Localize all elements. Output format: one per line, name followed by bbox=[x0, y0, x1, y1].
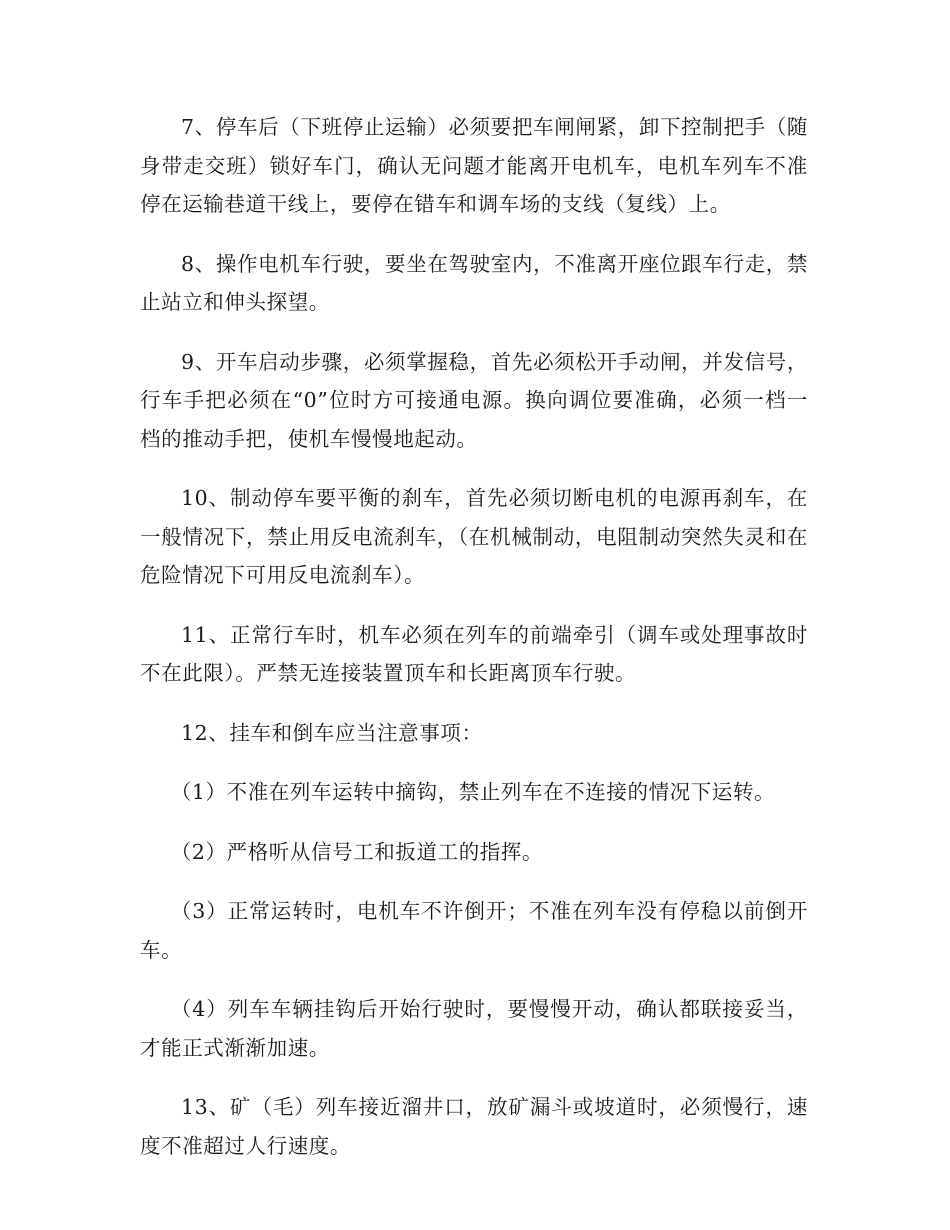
sub-item-2: （2）严格听从信号工和扳道工的指挥。 bbox=[170, 839, 544, 864]
paragraph-item-9: 9、开车启动步骤，必须掌握稳，首先必须松开手动闸，并发信号，行车手把必须在“0”位时方可接通电源。换向调位要准确，必须一档一档的推动手把，使机车慢慢地起动。 bbox=[140, 349, 808, 451]
sub-item-1: （1）不准在列车运转中摘钩，禁止列车在不连接的情况下运转。 bbox=[170, 780, 776, 804]
paragraph-item-8: 8、操作电机车行驶，要坐在驾驶室内，不准离开座位跟车行走，禁止站立和伸头探望。 bbox=[140, 251, 808, 314]
paragraph-item-10: 10、制动停车要平衡的刹车，首先必须切断电机的电源再刹车，在一般情况下，禁止用反电流刹车，（在机械制动，电阻制动突然失灵和在危险情况下可用反电流刹车）。 bbox=[140, 486, 808, 587]
document-body bbox=[140, 108, 808, 1186]
paragraph-item-7: 7、停车后（下班停止运输）必须要把车闸闸紧，卸下控制把手（随身带走交班）锁好车门，确认无问题才能离开电机车，电机车列车不准停在运输巷道干线上，要停在错车和调车场的支线（复线）上。 bbox=[140, 115, 808, 216]
paragraph-item-11: 11、正常行车时，机车必须在列车的前端牵引（调车或处理事故时不在此限）。严禁无连接装置顶车和长距离顶车行驶。 bbox=[140, 622, 808, 685]
sub-item-4: （4）列车车辆挂钩后开始行驶时，要慢慢开动，确认都联接妥当，才能正式渐渐加速。 bbox=[140, 997, 808, 1060]
sub-item-3: （3）正常运转时，电机车不许倒开；不准在列车没有停稳以前倒开车。 bbox=[140, 899, 808, 962]
paragraph-item-13: 13、矿（毛）列车接近溜井口，放矿漏斗或坡道时，必须慢行，速度不准超过人行速度。 bbox=[140, 1095, 808, 1158]
paragraph-item-12: 12、挂车和倒车应当注意事项： bbox=[181, 720, 483, 745]
